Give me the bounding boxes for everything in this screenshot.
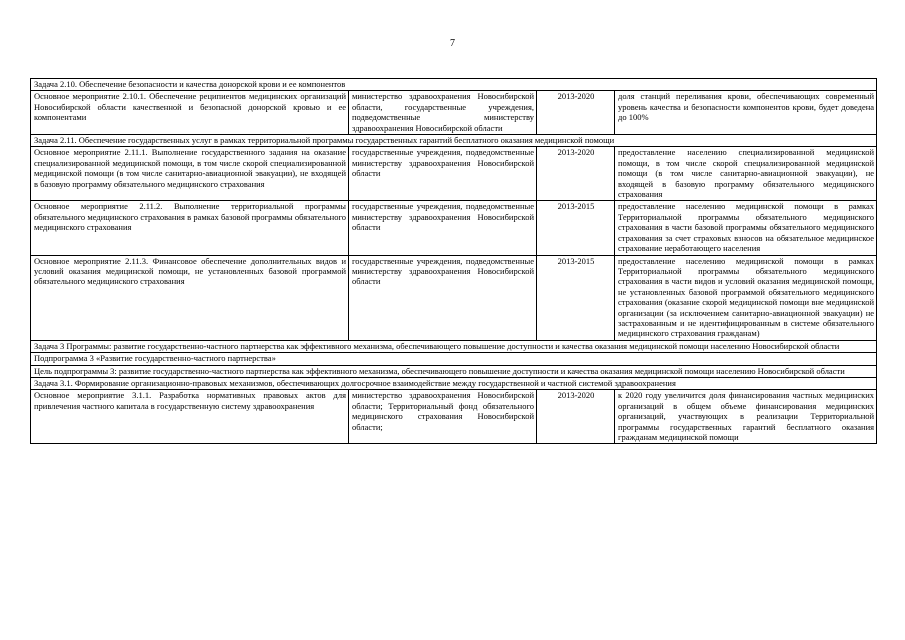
result-cell: предоставление населению специализированной медицинской помощи, в том числе скорой специализированной медицинской помощи (в том числе санитарно-авиационной эвакуации), не входящей в базовую программу обязательного медицинского страхования [615,147,877,201]
activity-cell: Основное мероприятие 3.1.1. Разработка нормативных правовых актов для привлечения частного капитала в государственную систему здравоохранения [31,390,349,444]
table-row [31,201,877,255]
task-3-1-heading: Задача 3.1. Формирование организационно-правовых механизмов, обеспечивающих долгосрочное взаимодействие между государственной и частной системой здравоохранения [31,377,877,389]
executor-cell: министерство здравоохранения Новосибирской области, государственные учреждения, подведомственные министерству здравоохранения Новосибирской области [349,91,537,135]
program-activities-table [30,78,877,444]
task-row [31,135,877,147]
task-3-heading: Задача 3 Программы: развитие государственно-частного партнерства как эффективного механизма, обеспечивающего повышение доступности и качества оказания медицинской помощи населению Новосибирской области [31,340,877,352]
table-row [31,255,877,340]
result-cell: доля станций переливания крови, обеспечивающих современный уровень качества и безопасности компонентов крови, будет доведена до 100% [615,91,877,135]
subprogram-3-goal: Цель подпрограммы 3: развитие государственно-частного партнерства как эффективного механизма, обеспечивающего повышение доступности и качества оказания медицинской помощи населению Новосибирской области [31,365,877,377]
task-row [31,79,877,91]
executor-cell: министерство здравоохранения Новосибирской области; Территориальный фонд обязательного медицинского страхования Новосибирской области; [349,390,537,444]
executor-cell: государственные учреждения, подведомственные министерству здравоохранения Новосибирской области [349,147,537,201]
activity-cell: Основное мероприятие 2.11.1. Выполнение государственного задания на оказание специализированной медицинской помощи, в том числе скорой специализированной медицинской помощи (в том числе санитарно-авиационной эвакуации), не входящей в базовую программу обязательного медицинского страхования [31,147,349,201]
activity-cell: Основное мероприятие 2.10.1. Обеспечение реципиентов медицинских организаций Новосибирской области качественной и безопасной донорской кровью и ее компонентами [31,91,349,135]
result-cell: к 2020 году увеличится доля финансирования частных медицинских организаций в общем объеме финансирования медицинских организаций, участвующих в реализации Территориальной программы государственных гарантий бесплатного оказания гражданам медицинской помощи [615,390,877,444]
period-cell: 2013-2015 [537,201,615,255]
period-cell: 2013-2020 [537,147,615,201]
task-2-10-heading: Задача 2.10. Обеспечение безопасности и качества донорской крови и ее компонентов [31,79,877,91]
result-cell: предоставление населению медицинской помощи в рамках Территориальной программы обязательного медицинского страхования в части базовой программы обязательного медицинского страхования за счет страховых взносов на обязательное медицинское страхование неработающего населения [615,201,877,255]
executor-cell: государственные учреждения, подведомственные министерству здравоохранения Новосибирской области [349,201,537,255]
page-number: 7 [450,38,455,49]
period-cell: 2013-2015 [537,255,615,340]
goal-row [31,365,877,377]
table-row [31,91,877,135]
task-row [31,377,877,389]
table-row [31,390,877,444]
executor-cell: государственные учреждения, подведомственные министерству здравоохранения Новосибирской области [349,255,537,340]
result-cell: предоставление населению медицинской помощи в рамках Территориальной программы обязательного медицинского страхования в части видов и условий оказания медицинской помощи, не установленных базовой программой обязательного медицинского страхования (оказание скорой медицинской помощи вне медицинской организации (за исключением санитарно-авиационной эвакуации) не застрахованным и не идентифицированным в системе обязательного медицинского страхования гражданам) [615,255,877,340]
period-cell: 2013-2020 [537,91,615,135]
task-row [31,340,877,352]
task-2-11-heading: Задача 2.11. Обеспечение государственных услуг в рамках территориальной программы государственных гарантий бесплатного оказания медицинской помощи [31,135,877,147]
subprogram-3-heading: Подпрограмма 3 «Развитие государственно-частного партнерства» [31,353,877,365]
activity-cell: Основное мероприятие 2.11.2. Выполнение территориальной программы обязательного медицинского страхования в рамках базовой программы обязательного медицинского страхования [31,201,349,255]
activity-cell: Основное мероприятие 2.11.3. Финансовое обеспечение дополнительных видов и условий оказания медицинской помощи, не установленных базовой программой обязательного медицинского страхования [31,255,349,340]
subprogram-row [31,353,877,365]
table-row [31,147,877,201]
period-cell: 2013-2020 [537,390,615,444]
